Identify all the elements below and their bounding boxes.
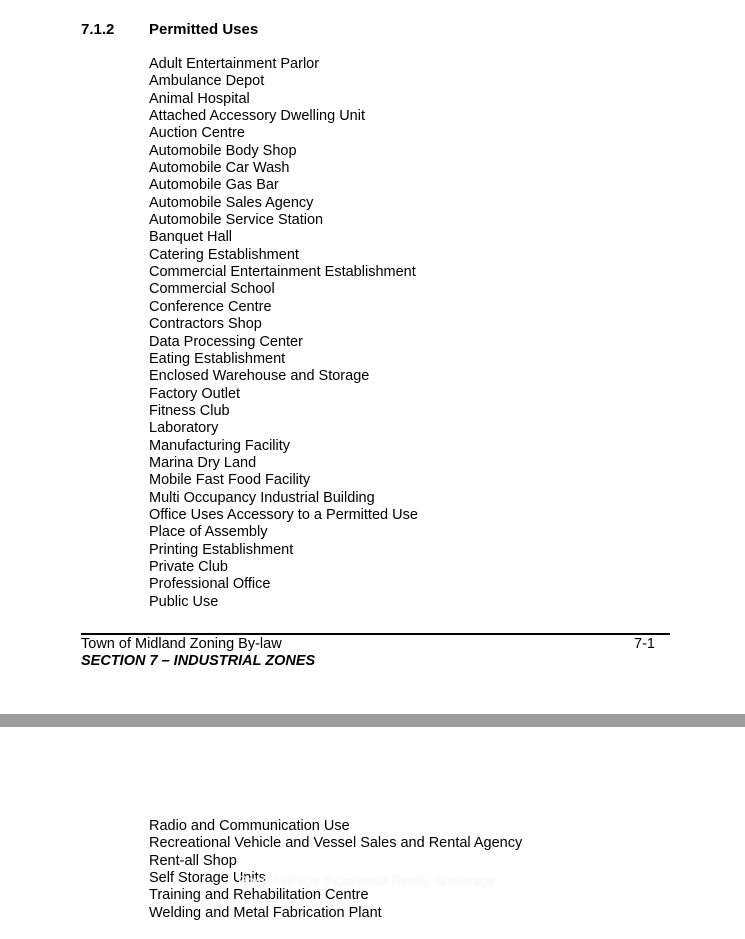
list-item: Eating Establishment <box>149 350 286 367</box>
list-item: Enclosed Warehouse and Storage <box>149 368 370 385</box>
list-item: Training and Rehabilitation Centre <box>149 887 369 904</box>
list-item: Catering Establishment <box>149 246 299 263</box>
list-item: Mobile Fast Food Facility <box>149 472 311 489</box>
list-item: Adult Entertainment Parlor <box>149 56 320 72</box>
list-item: Recreational Vehicle and Vessel Sales and Rental Agency <box>149 835 523 852</box>
list-item: Conference Centre <box>149 298 272 315</box>
section-number: 7.1.2 <box>81 21 115 38</box>
footer-divider <box>81 633 670 635</box>
list-item: Laboratory <box>149 420 219 437</box>
list-item: Automobile Body Shop <box>149 142 297 159</box>
list-item: Automobile Sales Agency <box>149 194 314 211</box>
list-item: Contractors Shop <box>149 316 262 333</box>
watermark: Royal LePage Experience Realty, Brokerage <box>238 873 496 888</box>
list-item: Automobile Gas Bar <box>149 177 279 194</box>
permitted-uses-list <box>149 56 418 611</box>
list-item: Automobile Car Wash <box>149 160 290 177</box>
list-item: Banquet Hall <box>149 229 233 246</box>
list-item: Place of Assembly <box>149 524 268 541</box>
list-item: Commercial Entertainment Establishment <box>149 264 416 281</box>
list-item: Automobile Service Station <box>149 212 324 229</box>
list-item: Manufacturing Facility <box>149 437 291 454</box>
list-item: Marina Dry Land <box>149 454 257 471</box>
list-item: Auction Centre <box>149 125 245 142</box>
list-item: Self Storage Units <box>149 870 266 887</box>
page-break-separator <box>0 714 745 727</box>
list-item: Multi Occupancy Industrial Building <box>149 489 375 506</box>
list-item: Office Uses Accessory to a Permitted Use <box>149 506 418 523</box>
section-title: Permitted Uses <box>149 21 259 38</box>
permitted-uses-list-continued <box>149 818 522 922</box>
list-item: Animal Hospital <box>149 90 250 107</box>
list-item: Commercial School <box>149 281 275 298</box>
list-item: Attached Accessory Dwelling Unit <box>149 108 365 125</box>
list-item: Professional Office <box>149 576 271 593</box>
list-item: Radio and Communication Use <box>149 818 350 834</box>
list-item: Private Club <box>149 558 228 575</box>
list-item: Welding and Metal Fabrication Plant <box>149 904 382 921</box>
list-item: Rent-all Shop <box>149 852 237 869</box>
footer-page-number: 7-1 <box>634 636 655 652</box>
footer-document-title: Town of Midland Zoning By-law <box>81 636 282 652</box>
footer-section-title: SECTION 7 – INDUSTRIAL ZONES <box>81 653 316 669</box>
list-item: Data Processing Center <box>149 333 303 350</box>
list-item: Public Use <box>149 593 219 610</box>
list-item: Ambulance Depot <box>149 73 265 90</box>
list-item: Fitness Club <box>149 402 230 419</box>
list-item: Factory Outlet <box>149 385 241 402</box>
list-item: Printing Establishment <box>149 541 294 558</box>
